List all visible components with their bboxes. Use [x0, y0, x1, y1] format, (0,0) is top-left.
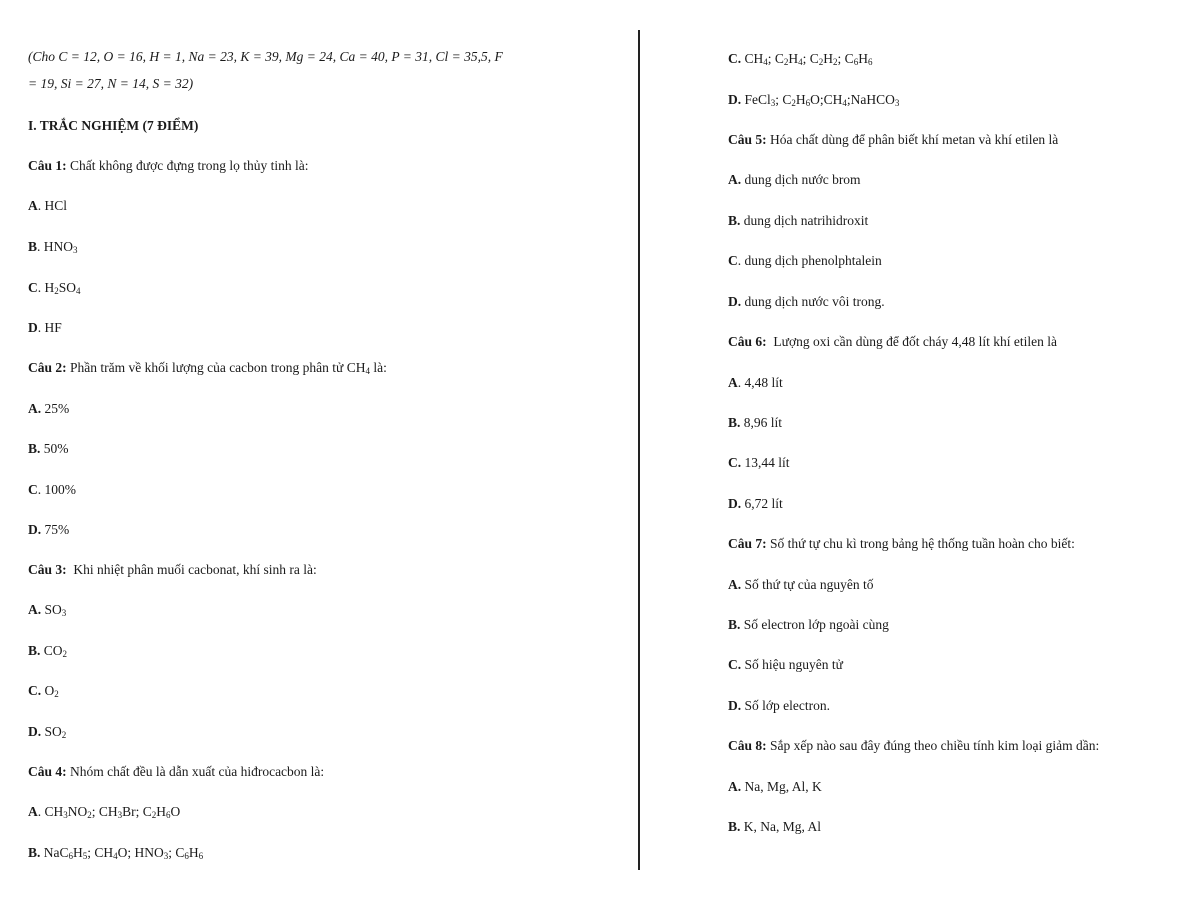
option-text: Na, Mg, Al, K [744, 779, 822, 794]
formula-subscript: 4 [113, 851, 118, 861]
option-text: $CO_2$ [43, 643, 68, 659]
question-7-option-d[interactable] [728, 697, 830, 715]
question-4-option-a[interactable]: A. $CH_3NO_2$; $CH_3Br$; $C_2H_6O$ [28, 804, 181, 820]
formula-subscript: 2 [54, 286, 59, 296]
option-key: D. [728, 496, 742, 511]
option-key: A [28, 804, 38, 819]
formula-subscript: 3 [117, 810, 123, 820]
question-5-option-a[interactable] [728, 171, 861, 189]
question-text: Hóa chất dùng để phân biết khí metan và khí etilen là [770, 132, 1059, 147]
question-3 [28, 561, 317, 579]
formula-subscript: 6 [805, 98, 811, 108]
option-key: C [28, 482, 38, 497]
option-text: dung dịch nước vôi trong. [744, 294, 885, 309]
option-key: C [28, 280, 38, 295]
option-text: 13,44 lít [744, 455, 790, 470]
formula-subscript: 4 [842, 98, 847, 108]
question-text: Chất không được đựng trong lọ thủy tinh là: [70, 158, 309, 173]
question-6-option-d[interactable] [728, 495, 783, 513]
option-text: dung dịch natrihidroxit [743, 213, 869, 228]
question-label: Câu 2: [28, 360, 67, 375]
formula-subscript: 3 [73, 245, 78, 255]
option-key: A. [728, 577, 742, 592]
question-text: Sắp xếp nào sau đây đúng theo chiều tính kim loại giảm dần: [770, 738, 1100, 753]
option-text: $HNO_3$ [43, 239, 78, 255]
option-key: B. [28, 441, 41, 456]
question-text: Nhóm chất đều là dẫn xuất của hiđrocacbon là: [70, 764, 325, 779]
question-5-option-d[interactable] [728, 293, 885, 311]
question-2-option-b[interactable] [28, 440, 69, 458]
question-text: Số thứ tự chu kì trong bảng hệ thống tuần hoàn cho biết: [770, 536, 1075, 551]
formula-subscript: 6 [166, 810, 171, 820]
option-text: HCl [44, 198, 68, 213]
question-7-option-a[interactable] [728, 576, 874, 594]
option-text: dung dịch phenolphtalein [744, 253, 882, 268]
option-key: B. [28, 845, 41, 860]
atomic-mass-note-line2: = 19, Si = 27, N = 14, S = 32) [28, 76, 194, 91]
question-1 [28, 157, 309, 175]
option-text: Số electron lớp ngoài cùng [743, 617, 889, 632]
formula-subscript: 2 [833, 57, 838, 67]
question-5-option-b[interactable] [728, 212, 868, 230]
question-label: Câu 6: [728, 334, 767, 349]
option-text: 100% [44, 482, 76, 497]
formula-subscript: 3 [770, 98, 776, 108]
question-7 [728, 535, 1075, 553]
formula-subscript: 2 [783, 57, 789, 67]
question-6-option-c[interactable] [728, 454, 790, 472]
question-1-option-a[interactable]: A. HCl [28, 198, 68, 213]
option-key: D. [28, 724, 42, 739]
option-key: D. [728, 698, 742, 713]
formula-subscript: 6 [198, 851, 204, 861]
option-text: HF [44, 320, 62, 335]
question-label: Câu 3: [28, 562, 67, 577]
formula-subscript: 2 [61, 730, 67, 740]
question-2-option-d[interactable] [28, 521, 69, 539]
option-text: Số thứ tự của nguyên tố [744, 577, 874, 592]
option-key: C. [728, 51, 742, 66]
option-text: 25% [44, 401, 70, 416]
question-6-option-a[interactable]: A. 4,48 lít [728, 375, 783, 390]
question-1-option-c[interactable]: C. $H_2SO_4$ [28, 280, 81, 296]
question-5-option-c[interactable]: C. dung dịch phenolphtalein [728, 253, 882, 268]
option-text: 6,72 lít [744, 496, 783, 511]
option-text: dung dịch nước brom [744, 172, 861, 187]
formula-subscript: 6 [184, 851, 189, 861]
question-3-option-a[interactable] [28, 601, 66, 619]
option-key: C. [28, 683, 42, 698]
option-key: C. [728, 657, 742, 672]
question-2-option-c[interactable]: C. 100% [28, 482, 76, 497]
formula-subscript: 4 [763, 57, 768, 67]
option-key: B. [728, 617, 741, 632]
question-3-option-d[interactable] [28, 723, 66, 741]
question-7-option-b[interactable] [728, 616, 889, 634]
formula-subscript: 4 [798, 57, 803, 67]
formula-subscript: 4 [76, 286, 81, 296]
option-key: C. [728, 455, 742, 470]
option-key: B. [728, 213, 741, 228]
option-key: D. [28, 522, 42, 537]
question-1-option-d[interactable]: D. HF [28, 320, 62, 335]
option-text: $O_2$ [44, 683, 59, 699]
option-text: $SO_2$ [44, 724, 67, 740]
option-key: A [728, 375, 738, 390]
formula-subscript: 3 [163, 851, 169, 861]
question-3-option-c[interactable] [28, 682, 59, 700]
option-text: FeCl$_3$; $C_2H_6O;CH_4;NaHCO_3$ [744, 92, 900, 108]
option-key: A [28, 198, 38, 213]
question-1-option-b[interactable]: B. $HNO_3$ [28, 239, 78, 255]
formula-subscript: 6 [68, 851, 74, 861]
option-text: $H_2SO_4$ [44, 280, 81, 296]
formula-subscript: 2 [62, 649, 68, 659]
option-text: 8,96 lít [743, 415, 783, 430]
formula-subscript: 2 [151, 810, 157, 820]
option-text: K, Na, Mg, Al [743, 819, 822, 834]
question-8 [728, 737, 1099, 755]
formula-subscript: 3 [61, 608, 67, 618]
atomic-mass-note-line1: (Cho C = 12, O = 16, H = 1, Na = 23, K = 39, Mg = 24, Ca = 40, P = 31, Cl = 35,5, F [28, 49, 503, 64]
question-4-option-b[interactable] [28, 844, 203, 862]
section-title: I. TRẮC NGHIỆM (7 ĐIỂM) [28, 118, 199, 133]
option-key: D. [728, 92, 742, 107]
question-6-option-b[interactable] [728, 414, 782, 432]
question-2-option-a[interactable] [28, 400, 69, 418]
question-8-option-b[interactable] [728, 818, 821, 836]
option-text: $CH_4$; $C_2H_4$; $C_2H_2$; $C_6H_6$ [744, 51, 873, 67]
question-5 [728, 131, 1058, 149]
question-label: Câu 1: [28, 158, 67, 173]
formula-subscript: 6 [853, 57, 859, 67]
question-text: Phần trăm về khối lượng của cacbon trong phân tử $CH_4$ là: [70, 360, 387, 376]
column-divider [638, 30, 640, 870]
option-key: B. [728, 819, 741, 834]
question-text: Lượng oxi cần dùng để đốt cháy 4,48 lít khí etilen là [773, 334, 1058, 349]
question-4-option-c[interactable] [728, 50, 872, 68]
option-text: 50% [43, 441, 69, 456]
question-4 [28, 763, 324, 781]
option-key: A. [728, 172, 742, 187]
option-text: $SO_3$ [44, 602, 67, 618]
question-2 [28, 359, 387, 377]
question-3-option-b[interactable] [28, 642, 67, 660]
formula-subscript: 5 [82, 851, 88, 861]
question-8-option-a[interactable] [728, 778, 822, 796]
question-label: Câu 5: [728, 132, 767, 147]
question-label: Câu 7: [728, 536, 767, 551]
option-key: B. [728, 415, 741, 430]
formula-subscript: 4 [365, 366, 370, 376]
option-text: Số hiệu nguyên tử [744, 657, 843, 672]
formula-subscript: 3 [894, 98, 900, 108]
formula-subscript: 2 [54, 689, 59, 699]
formula-subscript: 2 [818, 57, 824, 67]
formula-subscript: 6 [867, 57, 873, 67]
question-7-option-c[interactable] [728, 656, 843, 674]
option-text: Số lớp electron. [744, 698, 830, 713]
question-label: Câu 8: [728, 738, 767, 753]
option-text: 4,48 lít [744, 375, 783, 390]
option-key: C [728, 253, 738, 268]
option-key: A. [28, 602, 42, 617]
question-6 [728, 333, 1057, 351]
option-text: $CH_3NO_2$; $CH_3Br$; $C_2H_6O$ [44, 804, 181, 820]
formula-subscript: 2 [791, 98, 796, 108]
option-key: A. [728, 779, 742, 794]
option-key: D [28, 320, 38, 335]
question-text: Khi nhiệt phân muối cacbonat, khí sinh ra là: [73, 562, 317, 577]
option-key: B [28, 239, 38, 254]
option-text: 75% [44, 522, 70, 537]
option-text: $NaC_6H_5$; $CH_4O$; $HNO_3$; $C_6H_6$ [43, 845, 204, 861]
question-label: Câu 4: [28, 764, 67, 779]
option-key: D. [728, 294, 742, 309]
option-key: B. [28, 643, 41, 658]
question-4-option-d[interactable] [728, 91, 899, 109]
formula-subscript: 2 [87, 810, 92, 820]
formula-subscript: 3 [63, 810, 68, 820]
option-key: A. [28, 401, 42, 416]
